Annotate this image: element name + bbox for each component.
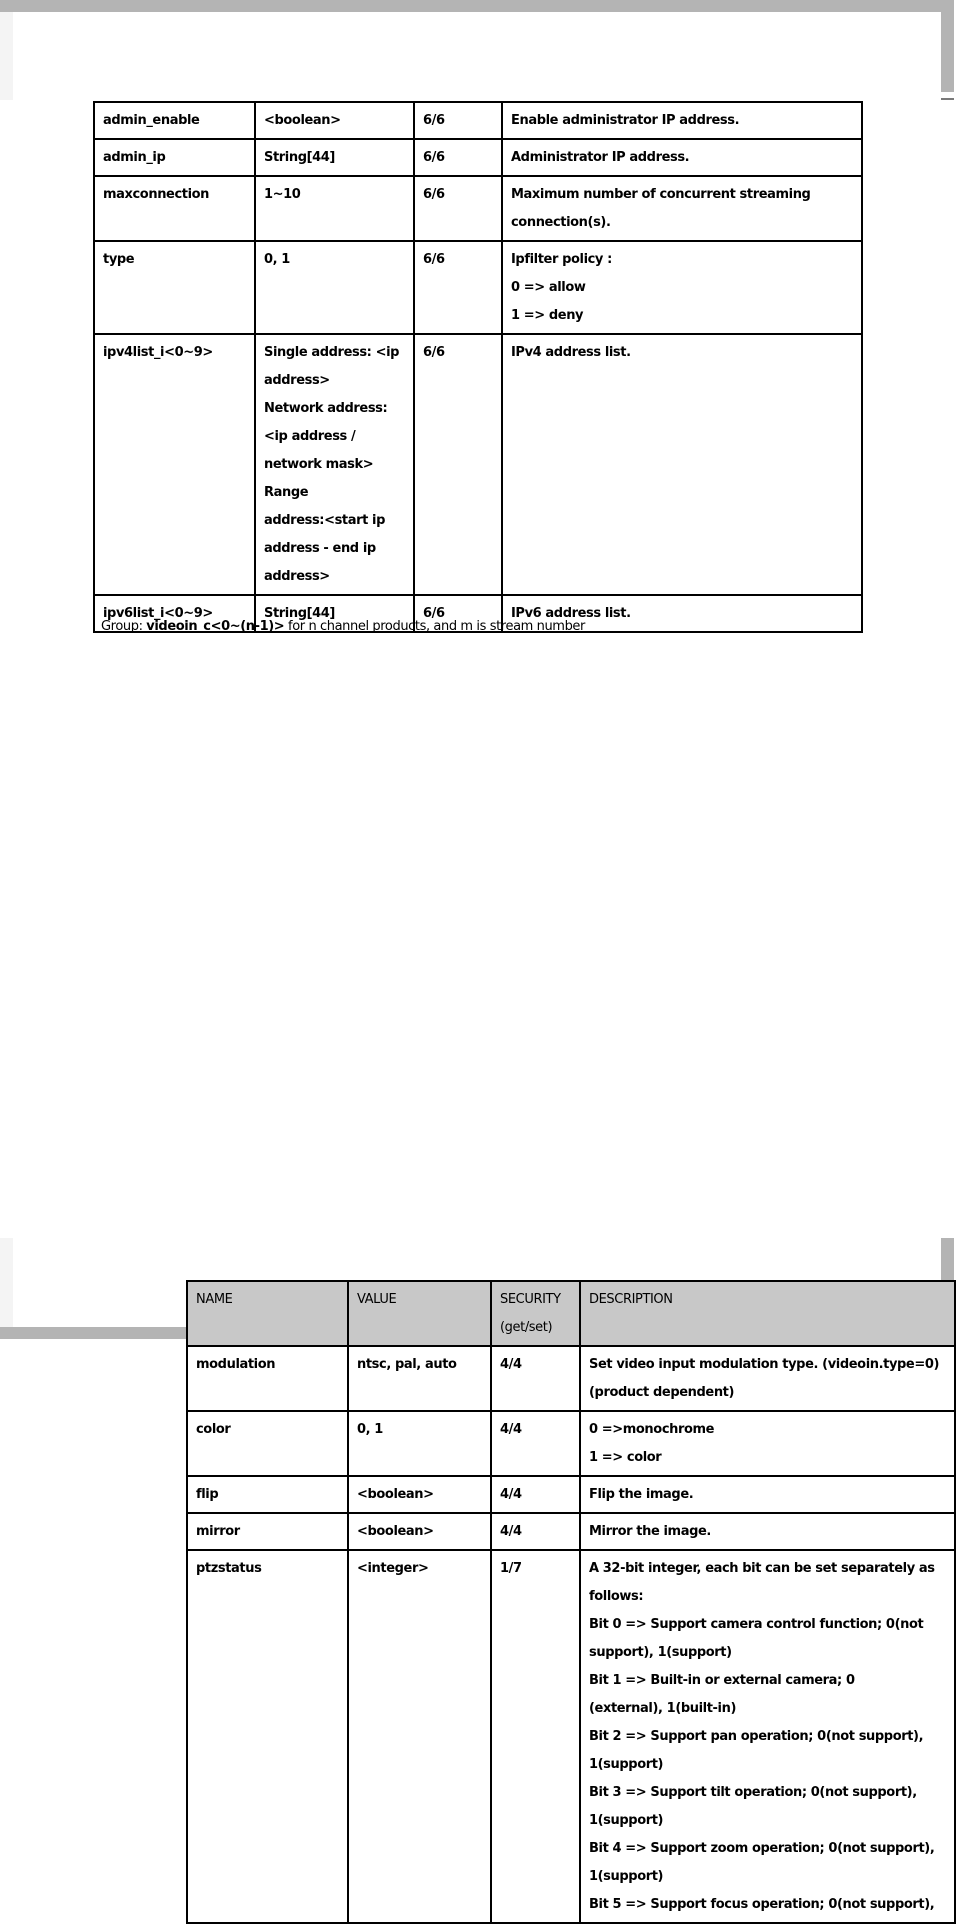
scan-border-top: [0, 0, 954, 12]
group-name: videoin_c<0~(n-1)>: [146, 619, 285, 634]
param-description: [580, 1550, 955, 1923]
cell-line: 0, 1: [264, 252, 290, 267]
param-name: ptzstatus: [187, 1550, 348, 1923]
cell-line: network mask>: [264, 457, 374, 472]
table-row: [187, 1550, 955, 1923]
cell-line: follows:: [589, 1589, 644, 1604]
param-value: [255, 139, 414, 176]
param-security: 6/6: [414, 241, 502, 334]
table-row: [187, 1476, 955, 1513]
scan-edge-mark: [941, 98, 954, 100]
cell-line: 1 => deny: [511, 308, 584, 323]
table-row: [187, 1411, 955, 1476]
cell-line: Flip the image.: [589, 1487, 694, 1502]
param-security: 4/4: [491, 1513, 580, 1550]
cell-line: Single address: <ip: [264, 345, 400, 360]
cell-line: Administrator IP address.: [511, 150, 690, 165]
cell-line: Bit 4 => Support zoom operation; 0(not support),: [589, 1841, 935, 1856]
cell-line: IPv4 address list.: [511, 345, 631, 360]
cell-line: (external), 1(built-in): [589, 1701, 736, 1716]
header-name: NAME: [187, 1281, 348, 1346]
param-description: [502, 139, 862, 176]
cell-line: address:<start ip: [264, 513, 386, 528]
param-value: 0, 1: [348, 1411, 491, 1476]
cell-line: 1~10: [264, 187, 301, 202]
cell-line: Bit 3 => Support tilt operation; 0(not support),: [589, 1785, 917, 1800]
cell-line: 1(support): [589, 1869, 664, 1884]
cell-line: Enable administrator IP address.: [511, 113, 740, 128]
param-description: [502, 334, 862, 595]
param-value: <integer>: [348, 1550, 491, 1923]
parameter-table-videoin: [186, 1280, 956, 1924]
cell-line: connection(s).: [511, 215, 611, 230]
cell-line: Bit 5 => Support focus operation; 0(not support),: [589, 1897, 935, 1912]
param-value: [255, 334, 414, 595]
param-name: type: [94, 241, 255, 334]
cell-line: Bit 2 => Support pan operation; 0(not support),: [589, 1729, 924, 1744]
param-security: 4/4: [491, 1411, 580, 1476]
table-header-row: [187, 1281, 955, 1346]
cell-line: <ip address /: [264, 429, 356, 444]
videoin-table-viewport: [93, 640, 940, 1912]
cell-line: support), 1(support): [589, 1645, 732, 1660]
param-name: color: [187, 1411, 348, 1476]
scan-border-right-top: [941, 0, 954, 92]
param-description: [502, 102, 862, 139]
group-heading: [101, 614, 861, 640]
cell-line: Bit 0 => Support camera control function; 0(not: [589, 1617, 924, 1632]
cell-line: Bit 1 => Built-in or external camera; 0: [589, 1673, 855, 1688]
table-row: [94, 139, 862, 176]
param-description: [502, 241, 862, 334]
cell-line: String[44]: [264, 606, 335, 621]
param-description: [580, 1476, 955, 1513]
cell-line: Ipfilter policy :: [511, 252, 612, 267]
param-name: mirror: [187, 1513, 348, 1550]
cell-line: 0 =>monochrome: [589, 1422, 715, 1437]
param-name: flip: [187, 1476, 348, 1513]
param-value: ntsc, pal, auto: [348, 1346, 491, 1411]
cell-line: String[44]: [264, 150, 335, 165]
cell-line: Set video input modulation type. (videoin.type=0): [589, 1357, 940, 1372]
param-value: <boolean>: [348, 1513, 491, 1550]
scan-border-left-top: [0, 12, 13, 100]
table-row: [94, 334, 862, 595]
videoin-table-body: [187, 1346, 955, 1923]
param-name: ipv4list_i<0~9>: [94, 334, 255, 595]
parameter-table-body: [94, 102, 862, 632]
table-row: [94, 102, 862, 139]
cell-line: 0 => allow: [511, 280, 586, 295]
param-value: <boolean>: [348, 1476, 491, 1513]
cell-line: Mirror the image.: [589, 1524, 711, 1539]
cell-line: address - end ip: [264, 541, 376, 556]
cell-line: IPv6 address list.: [511, 606, 631, 621]
param-description: [580, 1411, 955, 1476]
param-name: admin_ip: [94, 139, 255, 176]
param-security: 6/6: [414, 595, 502, 632]
group-prefix: Group:: [101, 619, 147, 634]
param-description: [580, 1346, 955, 1411]
cell-line: address>: [264, 569, 330, 584]
cell-line: 1(support): [589, 1757, 664, 1772]
param-value: [255, 102, 414, 139]
param-security: 1/7: [491, 1550, 580, 1923]
table-row: [187, 1346, 955, 1411]
cell-line: 1 => color: [589, 1450, 662, 1465]
param-description: [580, 1513, 955, 1550]
cell-line: Range: [264, 485, 309, 500]
param-name: maxconnection: [94, 176, 255, 241]
cell-line: <boolean>: [264, 113, 341, 128]
cell-line: (product dependent): [589, 1385, 735, 1400]
param-security: 6/6: [414, 334, 502, 595]
table-row: [187, 1513, 955, 1550]
param-name: ipv6list_i<0~9>: [94, 595, 255, 632]
group-suffix: for n channel products, and m is stream number: [284, 619, 585, 634]
header-security-sub: (get/set): [500, 1320, 553, 1335]
param-description: [502, 176, 862, 241]
table-row: [94, 241, 862, 334]
table-row: [94, 176, 862, 241]
param-security: 6/6: [414, 176, 502, 241]
param-security: 6/6: [414, 139, 502, 176]
param-security: 4/4: [491, 1346, 580, 1411]
header-description: DESCRIPTION: [580, 1281, 955, 1346]
cell-line: 1(support): [589, 1813, 664, 1828]
cell-line: A 32-bit integer, each bit can be set separately as: [589, 1561, 935, 1576]
cell-line: Maximum number of concurrent streaming: [511, 187, 811, 202]
scan-border-left-bottom: [0, 1238, 13, 1327]
header-security: [491, 1281, 580, 1346]
param-security: 6/6: [414, 102, 502, 139]
param-value: [255, 241, 414, 334]
param-security: 4/4: [491, 1476, 580, 1513]
cell-line: Network address:: [264, 401, 388, 416]
header-value: VALUE: [348, 1281, 491, 1346]
param-name: admin_enable: [94, 102, 255, 139]
param-name: modulation: [187, 1346, 348, 1411]
header-security-label: SECURITY: [500, 1292, 561, 1307]
cell-line: address>: [264, 373, 330, 388]
param-value: [255, 176, 414, 241]
parameter-table-ipfilter: [93, 101, 863, 633]
